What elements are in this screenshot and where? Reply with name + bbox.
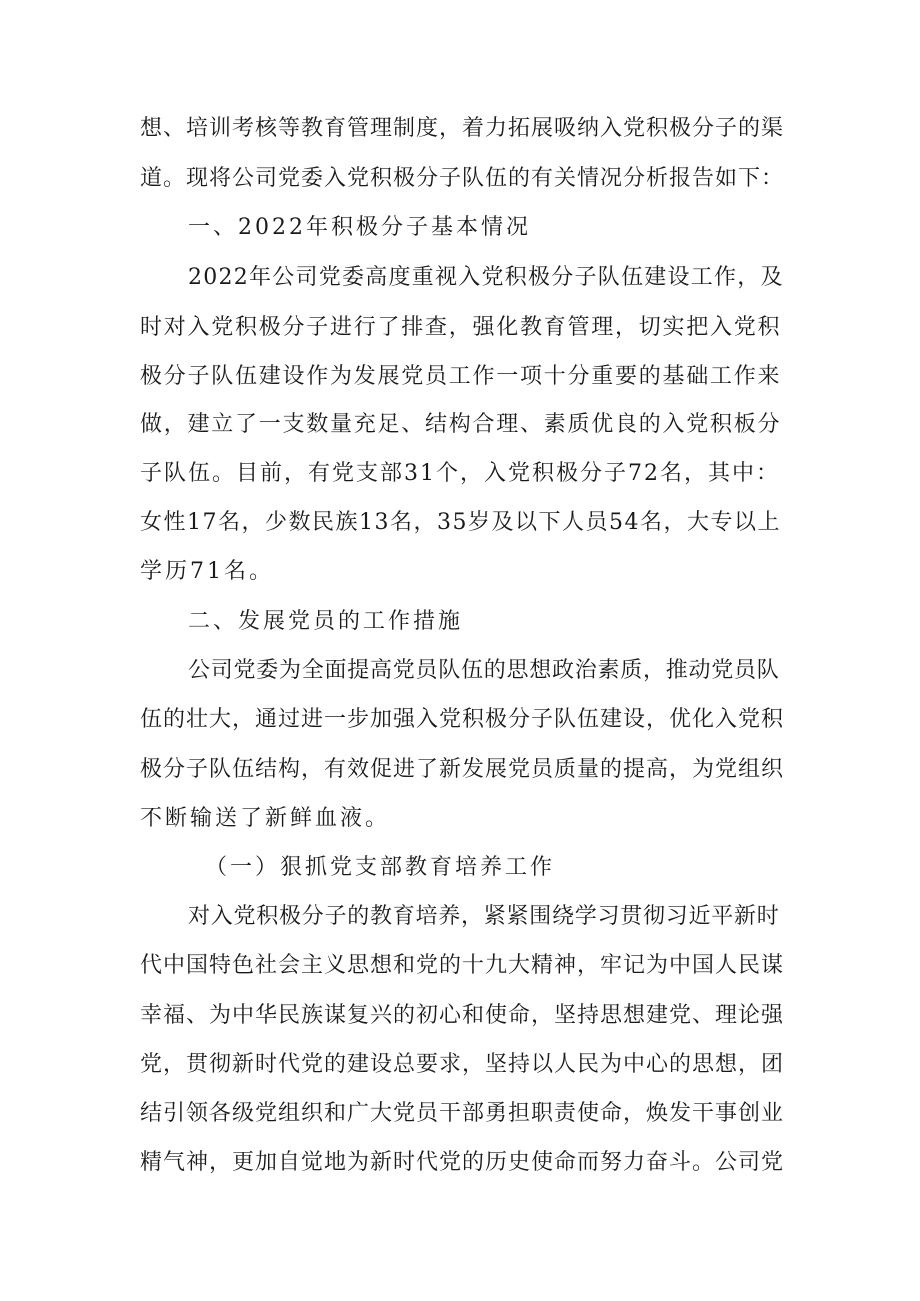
text-line: 代中国特色社会主义思想和党的十九大精神，牢记为中国人民谋 (140, 953, 785, 978)
text-line: 女性17名，少数民族13名，35岁及以下人员54名，大专以上 (140, 510, 781, 535)
text-line: 极分子队伍建设作为发展党员工作一项十分重要的基础工作来 (140, 364, 782, 389)
text-line: 做，建立了一支数量充足、结构合理、素质优良的入党积板分 (140, 412, 782, 437)
text-line: 道。现将公司党委入党积极分子队伍的有关情况分析报告如下： (140, 166, 785, 191)
text-line: 极分子队伍结构，有效促进了新发展党员质量的提高，为党组织 (140, 757, 785, 782)
text-line: 不断输送了新鲜血液。 (140, 806, 391, 831)
text-line: 对入党积极分子的教育培养，紧紧围绕学习贯彻习近平新时 (188, 904, 780, 929)
text-line: 2022年公司党委高度重视入党积极分子队伍建设工作，及 (188, 265, 784, 290)
text-line: 幸福、为中华民族谋复兴的初心和使命，坚持思想建党、理论强 (140, 1003, 785, 1028)
text-line: 伍的壮大，通过进一步加强入党积极分子队伍建设，优化入党积 (140, 707, 785, 732)
text-line: 精气神，更加自觉地为新时代党的历史使命而努力奋斗。公司党 (140, 1150, 785, 1175)
subsection-heading: （一）狠抓党支部教育培养工作 (205, 855, 556, 880)
section-heading: 二、发展党员的工作措施 (188, 609, 464, 634)
text-line: 党，贯彻新时代党的建设总要求，坚持以人民为中心的思想，团 (140, 1052, 785, 1077)
text-line: 想、培训考核等教育管理制度，着力拓展吸纳入党积极分子的渠 (140, 116, 785, 141)
text-line: 子队伍。目前，有党支部31个，入党积极分子72名，其中： (140, 461, 780, 486)
text-line: 时对入党积极分子进行了排查，强化教育管理，切实把入党积 (140, 315, 782, 340)
text-line: 学历71名。 (140, 559, 274, 584)
text-line: 公司党委为全面提高党员队伍的思想政治素质，推动党员队 (188, 658, 780, 683)
section-heading: 一、2022年积极分子基本情况 (188, 215, 531, 240)
text-line: 结引领各级党组织和广大党员干部勇担职责使命，焕发干事创业 (140, 1101, 785, 1126)
